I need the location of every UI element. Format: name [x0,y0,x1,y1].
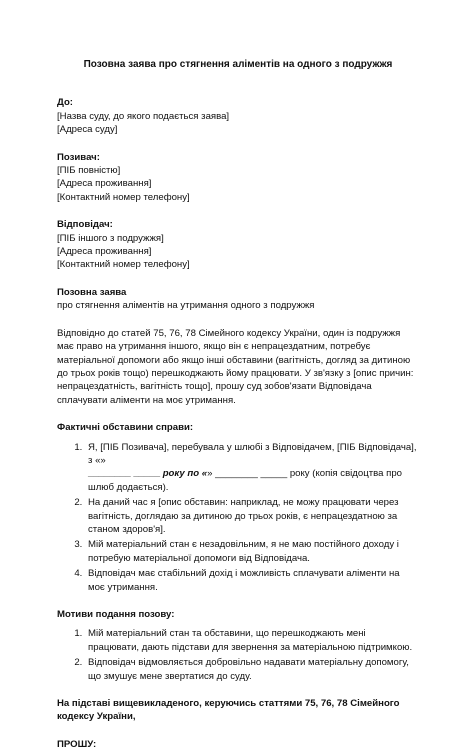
intro-paragraph: Відповідно до статей 75, 76, 78 Сімейного кодексу України, один із подружжя має право на утримання іншого, якщо він є непрацездатним, потребує матеріальної допомоги або якщо інші обставини (вагітність, догляд за дитиною до трьох років тощо) перешкоджають йому працювати. У зв'язку з [опис причин: непрацездатність, вагітність тощо], прошу суд зобов'язати Відповідача сплачувати аліменти на моє утримання. [57,327,414,406]
list-item: 3. Мій матеріальний стан є незадовільним, я не маю постійного доходу і потребую матеріальної допомоги від Відповідача. [85,538,419,565]
list-item: 2. На даний час я [опис обставин: наприклад, не можу працювати через вагітність, доглядаю за дитиною до трьох років, є непрацездатною за станом здоров'я]. [85,496,419,536]
to-section [57,96,419,136]
facts-list [57,441,419,594]
request-label: ПРОШУ: [57,738,97,750]
plaintiff-name: [ПІБ повністю] [57,165,121,177]
defendant-section [57,218,419,272]
defendant-name: [ПІБ іншого з подружжя] [57,232,164,244]
list-item: 1. Мій матеріальний стан та обставини, що перешкоджають мені працювати, дають підстави для звернення за матеріальною підтримкою. [85,627,419,654]
motives-label: Мотиви подання позову: [57,609,175,620]
fact-1-a: Я, [ПІБ Позивача], перебувала у шлюбі з Відповідачем, [ПІБ Відповідача], з «» [88,441,417,466]
to-label: До: [57,97,74,109]
plaintiff-phone: [Контактний номер телефону] [57,191,190,203]
plaintiff-label: Позивач: [57,151,100,163]
document-title: Позовна заява про стягнення аліментів на одного з подружжя [83,59,393,70]
list-item: 4. Відповідач має стабільний дохід і можливість сплачувати аліменти на моє утримання. [85,567,419,594]
claim-heading [57,286,419,313]
list-item: 2. Відповідач відмовляється добровільно надавати матеріальну допомогу, що змушує мене звертатися до суду. [85,656,419,683]
facts-label: Фактичні обставини справи: [57,422,194,434]
court-name: [Назва суду, до якого подається заява] [57,110,230,122]
facts-list-wrap [57,441,419,594]
motives-list-wrap [57,627,419,683]
defendant-address: [Адреса проживання] [57,246,152,258]
fact-1-b: ________ _____ [88,468,161,480]
claim-subtitle: про стягнення аліментів на утримання одного з подружжя [57,300,315,312]
court-address: [Адреса суду] [57,124,118,136]
fact-1-d: » ________ _____ року (копія свідоцтва про шлюб додається). [88,468,402,493]
defendant-label: Відповідач: [57,219,113,231]
defendant-phone: [Контактний номер телефону] [57,259,190,271]
motives-list [57,627,419,683]
plaintiff-section [57,151,419,205]
plaintiff-address: [Адреса проживання] [57,178,152,190]
list-item [85,441,419,495]
basis-statement: На підставі вищевикладеного, керуючись статтями 75, 76, 78 Сімейного кодексу України, [57,698,400,723]
claim-label: Позовна заява [57,286,127,298]
fact-1-c: року по « [160,468,208,480]
